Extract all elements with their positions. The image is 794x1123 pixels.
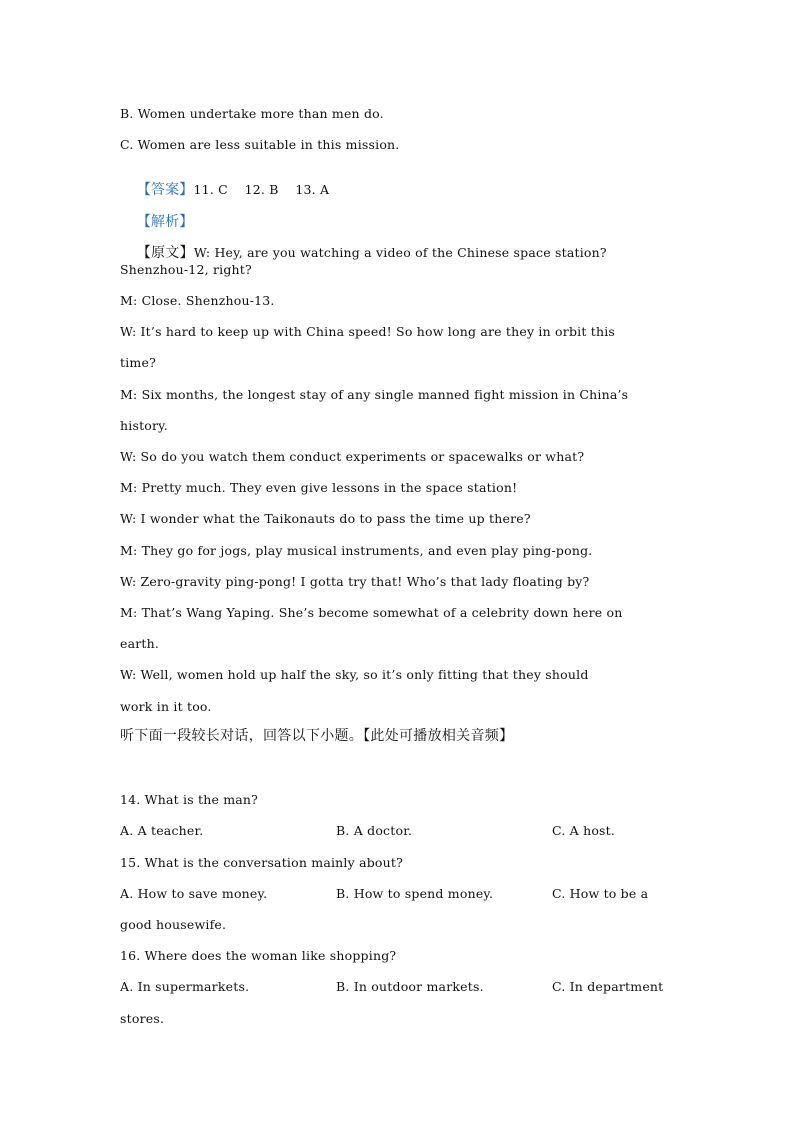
question-option: B. A doctor.: [336, 823, 413, 838]
transcript-line: M: That’s Wang Yaping. She’s become somewhat of a celebrity down here on: [120, 605, 623, 620]
transcript-line: M: Pretty much. They even give lessons in the space station!: [120, 480, 518, 495]
transcript-line: M: Close. Shenzhou-13.: [120, 293, 275, 308]
transcript-line: W: Well, women hold up half the sky, so it’s only fitting that they should: [120, 667, 589, 682]
transcript-line: time?: [120, 355, 156, 370]
listening-instruction: 听下面一段较长对话，回答以下小题。【此处可播放相关音频】: [120, 728, 514, 744]
transcript-text: W: Hey, are you watching a video of the Chinese space station?: [193, 245, 607, 260]
transcript-line: M: Six months, the longest stay of any single manned fight mission in China’s: [120, 387, 629, 402]
answer-tag: 【答案】: [136, 182, 194, 198]
transcript-line: history.: [120, 418, 168, 433]
transcript-line: M: They go for jogs, play musical instruments, and even play ping-pong.: [120, 543, 593, 558]
question-option: A. In supermarkets.: [120, 979, 250, 994]
question-option-continuation: stores.: [120, 1011, 165, 1026]
transcript-line: W: I wonder what the Taikonauts do to pass the time up there?: [120, 511, 531, 526]
transcript-line: earth.: [120, 636, 160, 651]
question-stem: 14. What is the man?: [120, 792, 259, 807]
question-option-continuation: good housewife.: [120, 917, 227, 932]
question-option: B. How to spend money.: [336, 886, 494, 901]
question-option: A. How to save money.: [120, 886, 268, 901]
option-c: C. Women are less suitable in this mission.: [120, 137, 400, 152]
option-b: B. Women undertake more than men do.: [120, 106, 384, 121]
transcript-line: W: Zero-gravity ping-pong! I gotta try that! Who’s that lady floating by?: [120, 574, 590, 589]
transcript-line: W: So do you watch them conduct experiments or spacewalks or what?: [120, 449, 585, 464]
question-option: C. How to be a: [552, 886, 649, 901]
transcript-line: W: It’s hard to keep up with China speed! So how long are they in orbit this: [120, 324, 616, 339]
question-option: B. In outdoor markets.: [336, 979, 484, 994]
transcript-line: work in it too.: [120, 699, 212, 714]
question-option: C. A host.: [552, 823, 616, 838]
transcript-tag: 【原文】: [136, 245, 194, 261]
question-option: A. A teacher.: [120, 823, 204, 838]
question-stem: 15. What is the conversation mainly about?: [120, 855, 404, 870]
transcript-line: Shenzhou-12, right?: [120, 262, 252, 277]
question-stem: 16. Where does the woman like shopping?: [120, 948, 397, 963]
question-option: C. In department: [552, 979, 664, 994]
answer-text: 11. C 12. B 13. A: [193, 182, 330, 197]
analysis-tag: 【解析】: [136, 214, 194, 230]
